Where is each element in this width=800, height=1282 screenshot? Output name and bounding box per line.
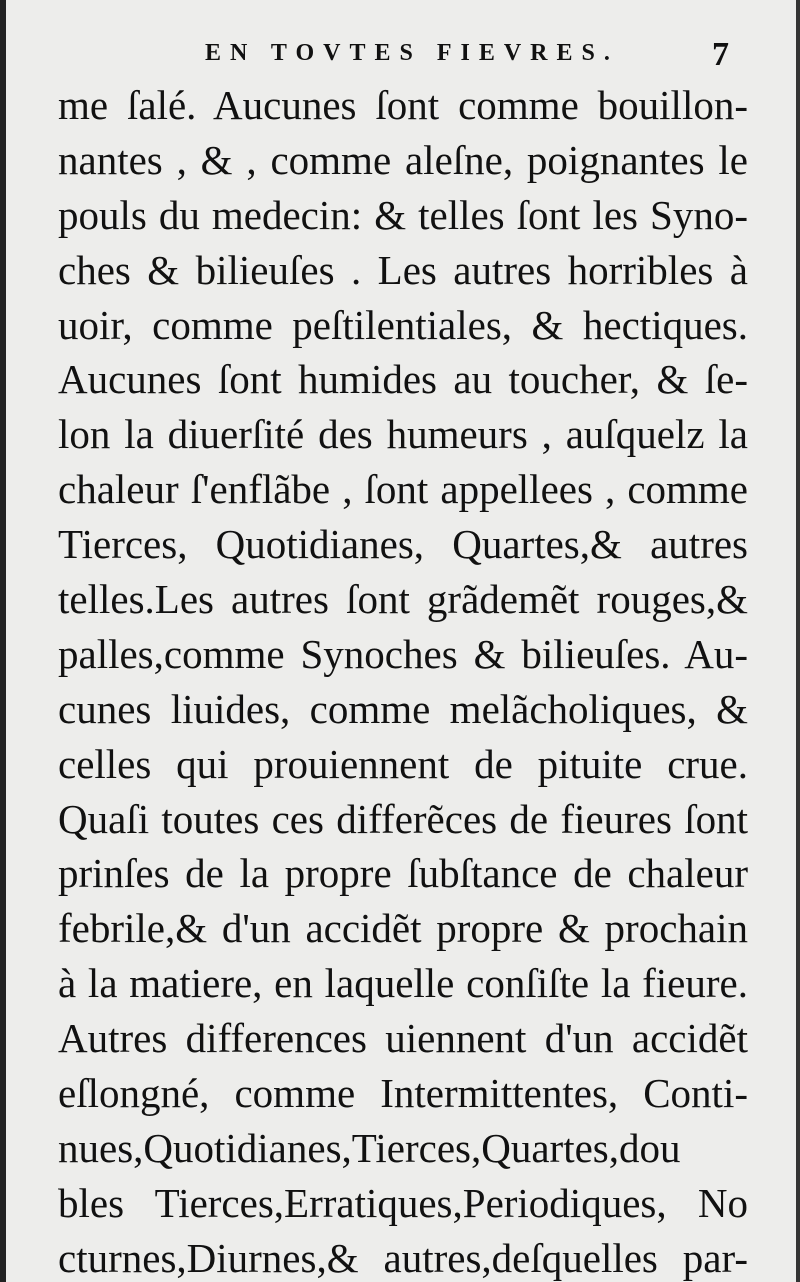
page-number: 7 <box>712 36 729 73</box>
text-line: me ſalé. Aucunes ſont comme bouillon- <box>58 82 748 128</box>
running-head: EN TOVTES FIEVRES. <box>205 40 619 66</box>
text-line: à la matiere, en laquelle conſiſte la fieure. <box>58 960 748 1007</box>
text-line: Aucunes ſont humides au toucher, & ſe- <box>58 356 748 403</box>
text-line: prinſes de la propre ſubſtance de chaleur <box>58 850 748 897</box>
body-text <box>58 78 748 1282</box>
text-line: nues,Quotidianes,Tierces,Quartes,dou <box>58 1124 681 1171</box>
text-line: nantes , & , comme aleſne, poignantes le <box>58 136 748 183</box>
text-line: Tierces, Quotidianes, Quartes,& autres <box>58 521 748 568</box>
text-line: pouls du medecin: & telles ſont les Syno- <box>58 191 748 238</box>
text-line: eſlongné, comme Intermittentes, Conti- <box>58 1070 748 1117</box>
text-line: ches & bilieuſes . Les autres horribles à <box>58 246 748 293</box>
page-header <box>0 36 800 76</box>
text-line: chaleur ſ'enflãbe , ſont appellees , comme <box>58 466 748 513</box>
text-line: celles qui prouiennent de pituite crue. <box>58 740 748 787</box>
text-line: Quaſi toutes ces differẽces de fieures ſont <box>58 795 748 842</box>
text-line: cturnes,Diurnes,& autres,deſquelles par- <box>58 1234 748 1281</box>
text-line: palles,comme Synoches & bilieuſes. Au- <box>58 630 748 677</box>
page-right-edge <box>796 0 800 1282</box>
text-line: febrile,& d'un accidẽt propre & prochain <box>58 905 748 952</box>
text-line: Autres differences uiennent d'un accidẽt <box>58 1015 748 1062</box>
text-line: uoir, comme peſtilentiales, & hectiques. <box>58 301 748 348</box>
text-line: lon la diuerſité des humeurs , auſquelz la <box>58 411 748 458</box>
text-line: bles Tierces,Erratiques,Periodiques, No <box>58 1179 748 1226</box>
text-line: cunes liuides, comme melãcholiques, & <box>58 685 748 732</box>
page-left-edge <box>0 0 6 1282</box>
text-line: telles.Les autres ſont grãdemẽt rouges,& <box>58 576 748 623</box>
